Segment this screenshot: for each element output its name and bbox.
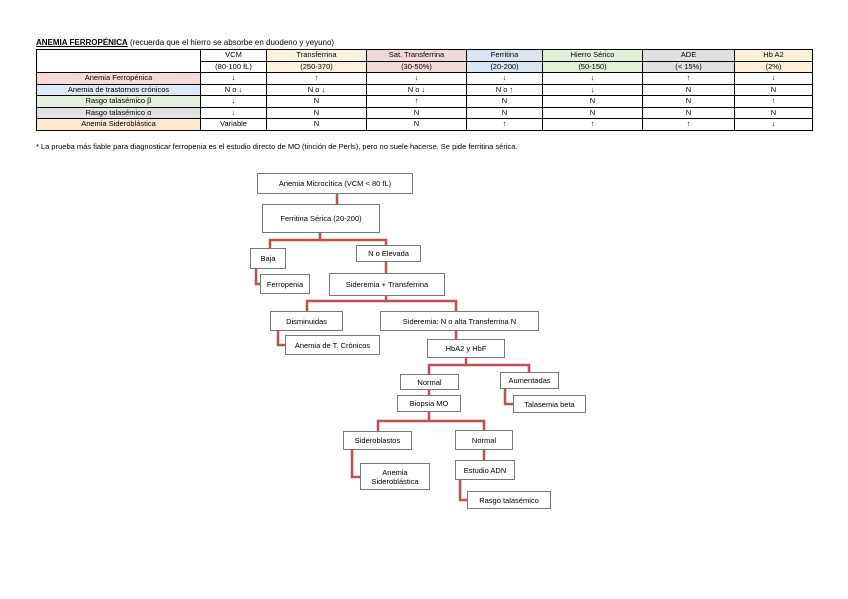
table-cell: ↑: [735, 96, 813, 108]
table-cell: N o ↓: [367, 84, 467, 96]
table-cell: ↓: [735, 119, 813, 131]
table-cell: ↑: [367, 96, 467, 108]
flow-node-talasemia-beta: Talasemia beta: [513, 395, 586, 413]
row-label: Anemia Sideroblástica: [37, 119, 201, 131]
connector: [307, 296, 386, 311]
connector: [429, 421, 484, 430]
table-cell: N: [543, 96, 643, 108]
footnote: * La prueba más fiable para diagnosticar ferropenia es el estudio directo de MO (tinción de Perls), pero no suele hacerse. Se pide ferritina sérica.: [36, 142, 518, 151]
header-transferrina: Transferrina: [267, 50, 367, 62]
range-hierro-serico: (50-150): [543, 61, 643, 73]
flow-node-no-elevada: N o Elevada: [356, 245, 421, 262]
connector: [278, 331, 285, 345]
table-cell: ↓: [201, 107, 267, 119]
range-transferrina: (250-370): [267, 61, 367, 73]
table-cell: ↓: [543, 84, 643, 96]
flow-node-sideroblastos: Sideroblastos: [343, 431, 412, 450]
table-cell: ↓: [543, 73, 643, 85]
table-cell: N: [467, 107, 543, 119]
row-label: Rasgo talasémico α: [37, 107, 201, 119]
flow-node-anemia-microcitica: Anemia Microcítica (VCM < 80 fL): [257, 173, 413, 194]
table-cell: N: [643, 96, 735, 108]
table-cell: N: [367, 107, 467, 119]
table-cell: N: [267, 119, 367, 131]
flow-node-hba2-hbf: HbA2 y HbF: [427, 339, 505, 358]
table-cell: ↑: [643, 73, 735, 85]
row-label: Anemia de trastornos crónicos: [37, 84, 201, 96]
flow-node-sideremia-transferrina: Sideremia + Transferrina: [329, 273, 445, 296]
header-vcm: VCM: [201, 50, 267, 62]
table-cell: N: [367, 119, 467, 131]
header-hba2: Hb A2: [735, 50, 813, 62]
connector: [378, 412, 429, 431]
flow-node-ferritina-serica: Ferritina Sérica (20-200): [262, 204, 380, 233]
flow-node-normal-2: Normal: [455, 430, 513, 450]
table-cell: ↓: [467, 73, 543, 85]
range-vcm: (80-100 fL): [201, 61, 267, 73]
header-hierro-serico: Hierro Sérico: [543, 50, 643, 62]
connector: [460, 480, 467, 500]
table-cell: ↑: [643, 119, 735, 131]
flow-node-normal: Normal: [400, 374, 459, 390]
row-label: Anemia Ferropénica: [37, 73, 201, 85]
table-cell: ↓: [201, 96, 267, 108]
flow-node-rasgo-talasemico: Rasgo talasémico: [467, 491, 551, 509]
table-cell: ↓: [367, 73, 467, 85]
flow-node-aumentadas: Aumentadas: [500, 372, 559, 389]
table-cell: ↓: [201, 73, 267, 85]
table-cell: N: [267, 96, 367, 108]
table-cell: ↓: [735, 73, 813, 85]
table-cell: N: [735, 107, 813, 119]
table-cell: ↑: [467, 119, 543, 131]
connector: [429, 358, 466, 374]
table-cell: N: [643, 107, 735, 119]
flow-node-disminuidas: Disminuidas: [270, 311, 343, 331]
flow-node-biopsia-mo: Biopsia MO: [397, 395, 461, 412]
flow-node-anemia-sideroblastica: Anemia Sideroblástica: [360, 463, 430, 490]
range-ade: (< 15%): [643, 61, 735, 73]
range-ferritina: (20-200): [467, 61, 543, 73]
table-cell: N: [543, 107, 643, 119]
header-ferritina: Ferritina: [467, 50, 543, 62]
flow-node-ferropenia: Ferropenia: [260, 274, 310, 294]
table-cell: N: [467, 96, 543, 108]
flow-node-estudio-adn: Estudio ADN: [455, 460, 515, 480]
flow-node-sideremia-normal: Sideremia: N o alta Transferrina N: [380, 311, 539, 331]
table-cell: N: [267, 107, 367, 119]
table-cell: N: [735, 84, 813, 96]
range-sat-transferrina: (30-50%): [367, 61, 467, 73]
connector: [386, 301, 456, 311]
header-sat-transferrina: Sat. Transferrina: [367, 50, 467, 62]
title-note: (recuerda que el hierro se absorbe en duodeno y yeyuno): [127, 38, 335, 47]
title-bold: ANEMIA FERROPÉNICA: [36, 38, 128, 47]
range-hba2: (2%): [735, 61, 813, 73]
connector: [466, 365, 529, 372]
table-cell: Variable: [201, 119, 267, 131]
flow-node-baja: Baja: [250, 248, 286, 269]
row-label: Rasgo talasémico β: [37, 96, 201, 108]
connector: [352, 450, 360, 477]
table-cell: N o ↓: [201, 84, 267, 96]
header-ade: ADE: [643, 50, 735, 62]
connector: [505, 389, 513, 404]
connector: [270, 233, 320, 248]
flow-node-anemia-tc: Anemia de T. Crónicos: [285, 335, 380, 355]
table-cell: ↑: [267, 73, 367, 85]
table-cell: N o ↓: [267, 84, 367, 96]
table-cell: N o ↑: [467, 84, 543, 96]
table-cell: ↑: [543, 119, 643, 131]
table-cell: N: [643, 84, 735, 96]
